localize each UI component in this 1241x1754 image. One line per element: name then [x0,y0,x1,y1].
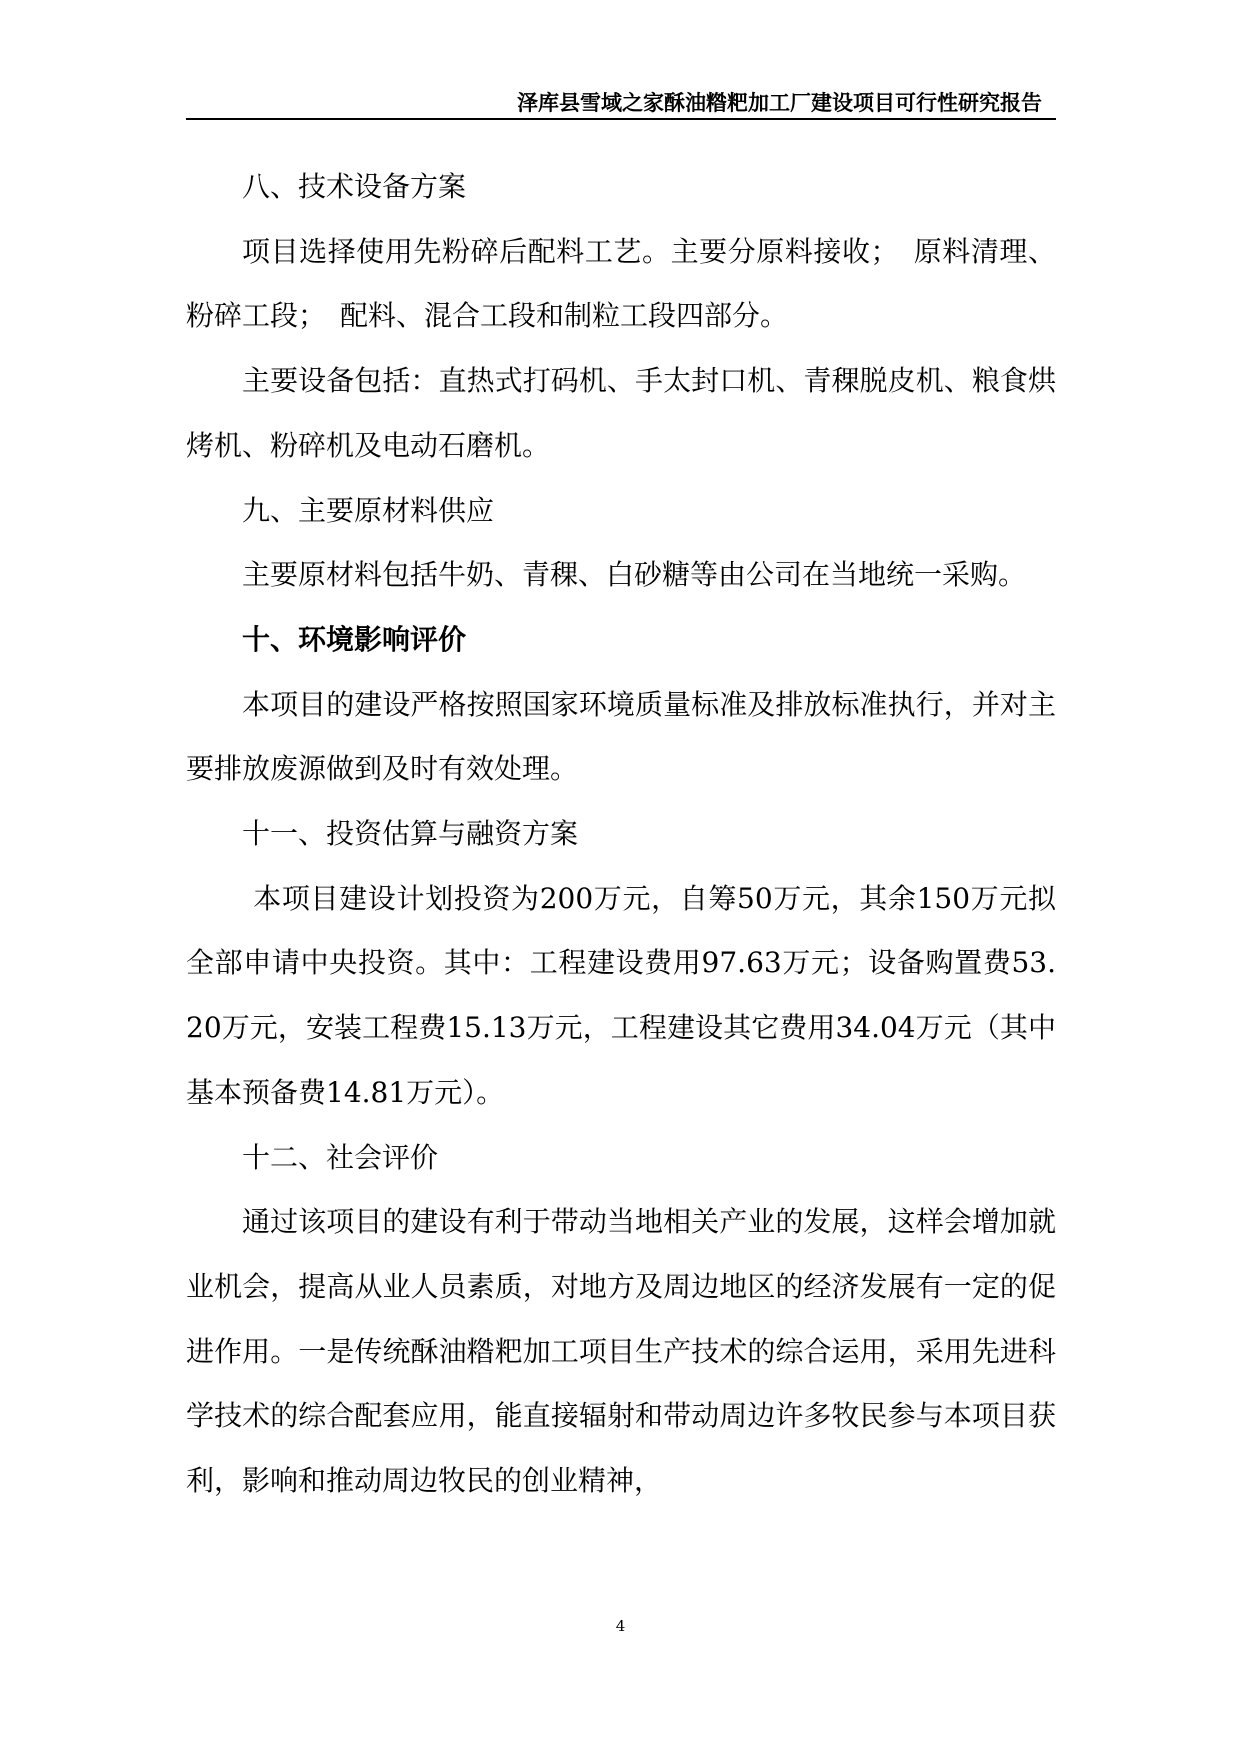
page-number: 4 [615,1617,626,1635]
paragraph-investment: 本项目建设计划投资为200万元，自筹50万元，其余150万元拟全部申请中央投资。其中：工程建设费用97.63万元；设备购置费53.20万元，安装工程费15.13万元，工程建设其它费用34.04万元（其中基本预备费14.81万元）。 [186,881,1056,1109]
running-header [186,86,1056,120]
paragraph-equipment: 主要设备包括：直热式打码机、手太封口机、青稞脱皮机、粮食烘烤机、粉碎机及电动石磨机。 [186,364,1056,462]
paragraph-materials: 主要原材料包括牛奶、青稞、白砂糖等由公司在当地统一采购。 [242,558,1027,592]
section-heading-environment: 十、环境影响评价 [242,622,467,656]
section-heading-materials: 九、主要原材料供应 [242,493,495,527]
document-body [186,155,1056,1514]
paragraph-environment: 本项目的建设严格按照国家环境质量标准及排放标准执行，并对主要排放废源做到及时有效处理。 [186,687,1056,786]
paragraph-process: 项目选择使用先粉碎后配料工艺。主要分原料接收； 原料清理、粉碎工段； 配料、混合工段和制粒工段四部分。 [186,234,1056,333]
section-heading-social: 十二、社会评价 [242,1140,439,1174]
section-heading-technology: 八、技术设备方案 [242,170,467,203]
paragraph-social: 通过该项目的建设有利于带动当地相关产业的发展，这样会增加就业机会，提高从业人员素质，对地方及周边地区的经济发展有一定的促进作用。一是传统酥油糌粑加工项目生产技术的综合运用，采用先进科学技术的综合配套应用，能直接辐射和带动周边许多牧民参与本项目获利，影响和推动周边牧民的创业精神， [186,1205,1056,1498]
report-title: 泽库县雪域之家酥油糌粑加工厂建设项目可行性研究报告 [517,91,1042,115]
section-heading-investment: 十一、投资估算与融资方案 [242,817,579,851]
